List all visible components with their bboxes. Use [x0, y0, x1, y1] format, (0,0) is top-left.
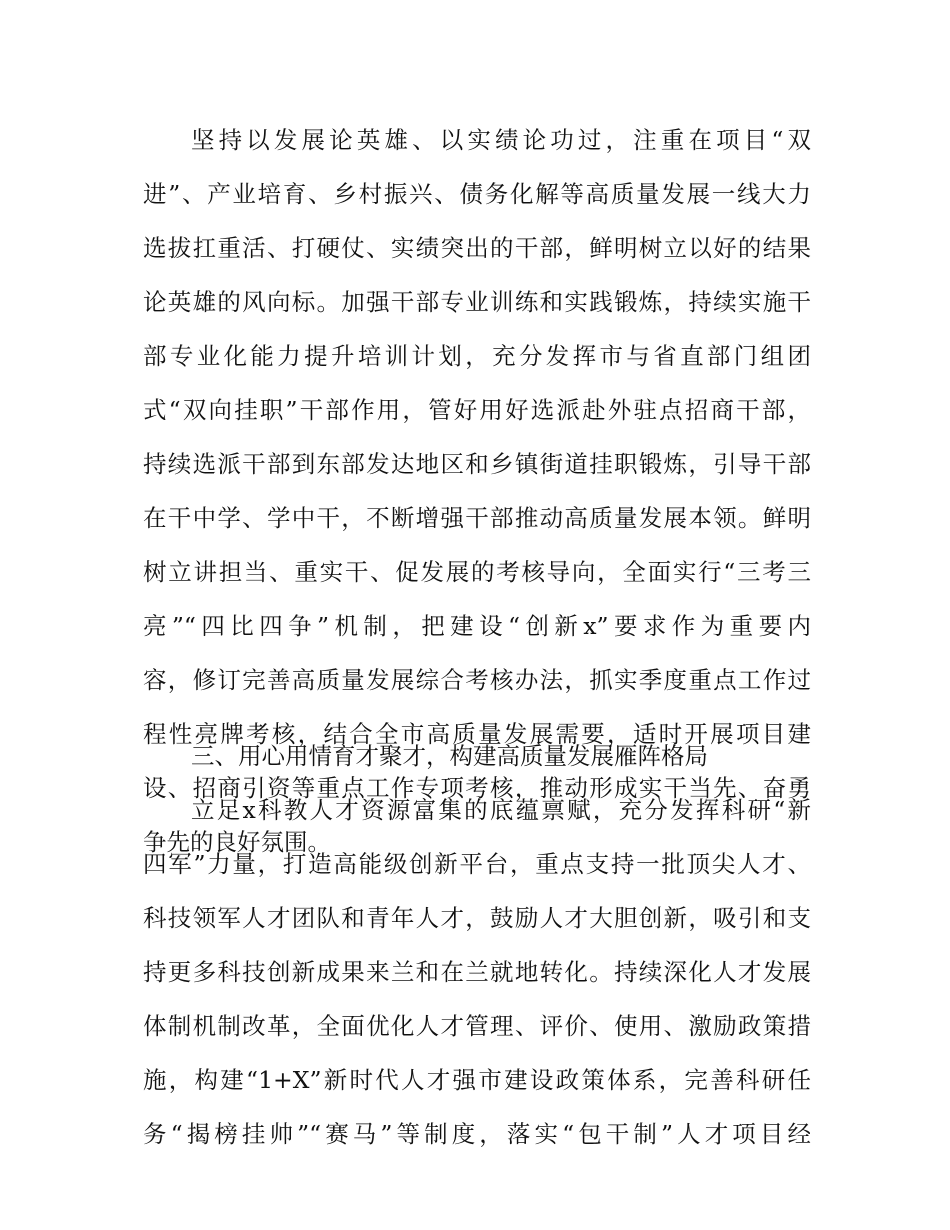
section-heading-text: 三、用心用情育才聚才，构建高质量发展雁阵格局 — [191, 742, 708, 770]
paragraph-line: 程性亮牌考核，结合全市高质量发展需要，适时开展项目建 — [143, 720, 811, 748]
paragraph-line: 设、招商引资等重点工作专项考核，推动形成实干当先、奋勇 — [143, 774, 811, 802]
paragraph-line: 在干中学、学中干，不断增强干部推动高质量发展本领。鲜明 — [143, 504, 811, 532]
paragraph-line: 务“揭榜挂帅”“赛马”等制度，落实“包干制”人才项目经 — [143, 1120, 811, 1148]
paragraph-talent-development — [143, 783, 811, 1161]
paragraph-line: 亮”“四比四争”机制，把建设“创新x”要求作为重要内 — [143, 612, 811, 640]
paragraph-line: 坚持以发展论英雄、以实绩论功过，注重在项目“双 — [191, 126, 811, 154]
section-heading — [143, 729, 811, 783]
paragraph-line: 树立讲担当、重实干、促发展的考核导向，全面实行“三考三 — [143, 558, 811, 586]
paragraph-line: 容，修订完善高质量发展综合考核办法，抓实季度重点工作过 — [143, 666, 811, 694]
paragraph-line: 体制机制改革，全面优化人才管理、评价、使用、激励政策措 — [143, 1012, 811, 1040]
paragraph-line: 进”、产业培育、乡村振兴、债务化解等高质量发展一线大力 — [143, 180, 811, 208]
paragraph-line: 式“双向挂职”干部作用，管好用好选派赴外驻点招商干部， — [143, 396, 811, 424]
paragraph-line: 争先的良好氛围。 — [143, 828, 331, 856]
paragraph-line: 选拔扛重活、打硬仗、实绩突出的干部，鲜明树立以好的结果 — [143, 234, 811, 262]
paragraph-line: 立足x科教人才资源富集的底蕴禀赋，充分发挥科研“新 — [191, 796, 811, 824]
paragraph-line: 四军”力量，打造高能级创新平台，重点支持一批顶尖人才、 — [143, 850, 811, 878]
paragraph-line: 科技领军人才团队和青年人才，鼓励人才大胆创新，吸引和支 — [143, 904, 811, 932]
paragraph-line: 持续选派干部到东部发达地区和乡镇街道挂职锻炼，引导干部 — [143, 450, 811, 478]
paragraph-line: 持更多科技创新成果来兰和在兰就地转化。持续深化人才发展 — [143, 958, 811, 986]
paragraph-line: 部专业化能力提升培训计划，充分发挥市与省直部门组团 — [143, 342, 811, 370]
paragraph-line: 论英雄的风向标。加强干部专业训练和实践锻炼，持续实施干 — [143, 288, 811, 316]
paragraph-line: 施，构建“1+X”新时代人才强市建设政策体系，完善科研任 — [143, 1066, 811, 1094]
